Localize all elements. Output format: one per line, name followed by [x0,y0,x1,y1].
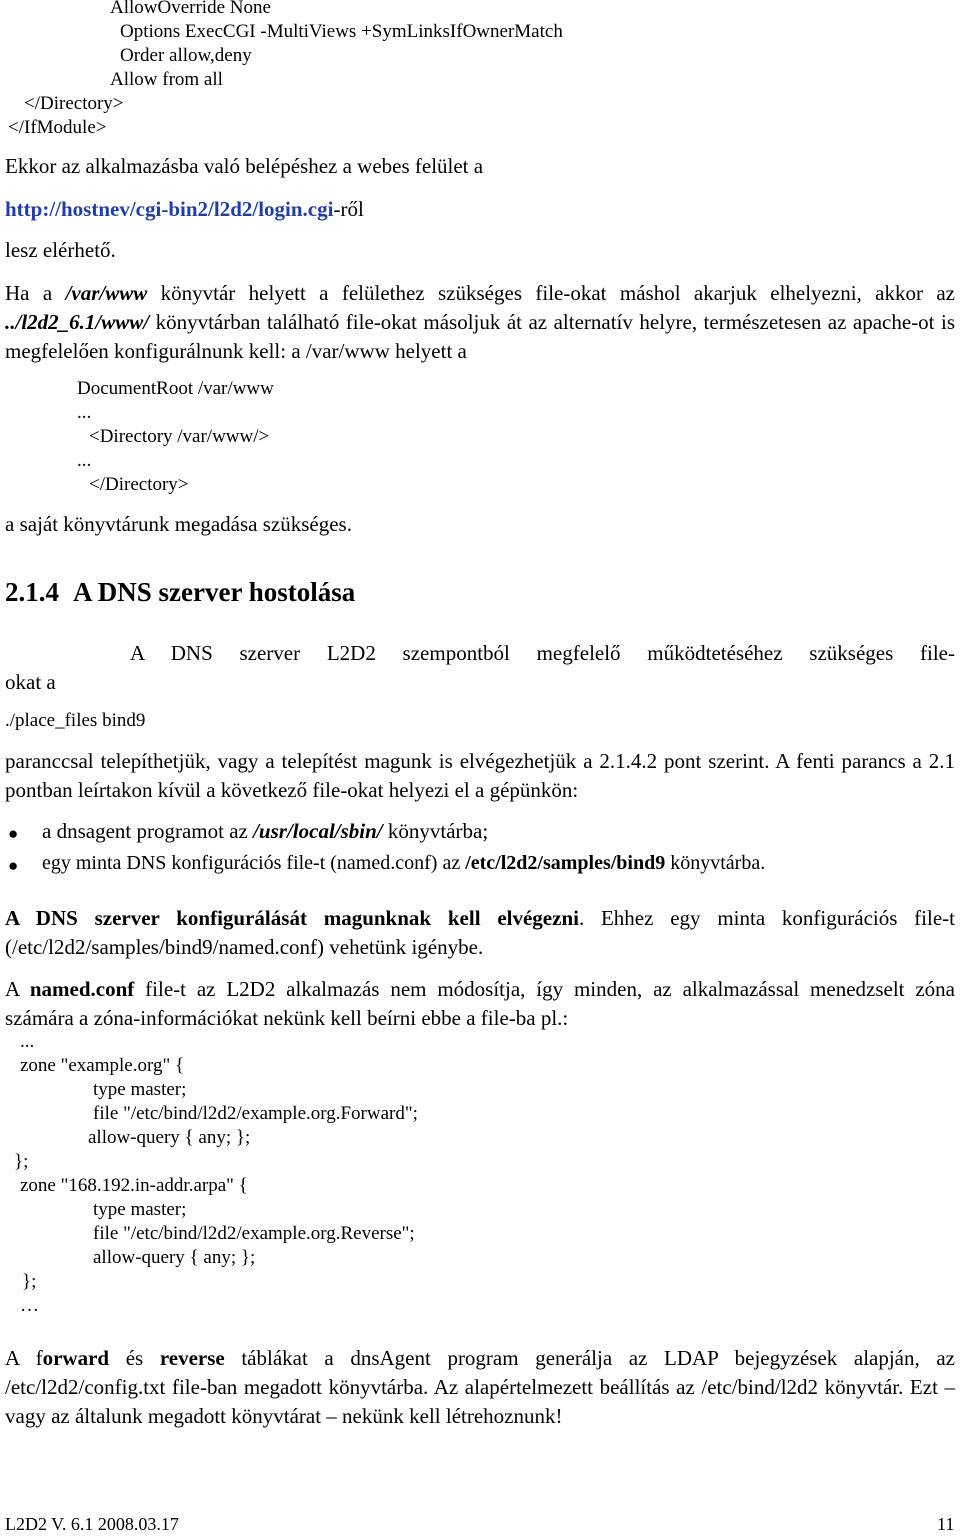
bullet-icon: ● [8,856,19,875]
bold-run: A DNS szerver konfigurálását magunknak kell elvégezni [5,906,579,930]
path-var-www: /var/www [65,281,148,305]
text-run: A f [5,1346,43,1370]
paragraph-text [5,904,955,962]
paragraph-text: A DNS szerver L2D2 szempontból megfelelő működtetéséhez szükséges file- [130,641,955,665]
bold-run: reverse [159,1346,225,1370]
code-line: Options ExecCGI -MultiViews +SymLinksIfOwnerMatch [120,21,563,42]
text-run: és [109,1346,160,1370]
page-number: 11 [937,1514,955,1534]
path-samples-bind9: /etc/l2d2/samples/bind9 [465,852,666,874]
text-run: A [5,977,30,1001]
text-run: könyvtár helyett a felülethez szükséges file-okat máshol akarjuk elhelyezni, akkor az [147,281,955,305]
text-run: könyvtárba. [665,852,766,874]
code-line: ... [20,1031,35,1052]
bold-run: named.conf [29,977,135,1001]
text-run: file-t az L2D2 alkalmazás nem módosítja, így minden, az alkalmazással menedzselt zóna számára a zóna-információkat nekünk kell beírni ebbe a file-ba pl.: [5,977,955,1030]
code-line: </IfModule> [8,117,107,138]
code-line: </Directory> [89,474,189,495]
code-line: zone "example.org" { [20,1055,185,1076]
login-url-line [5,197,364,222]
code-line: AllowOverride None [110,0,271,18]
code-line: file "/etc/bind/l2d2/example.org.Forward"; [93,1103,418,1124]
text-run: a dnsagent programot az [42,819,254,843]
code-line: </Directory> [24,93,124,114]
text-run: könyvtárba; [382,819,489,843]
code-line: }; [14,1151,29,1172]
code-line: zone "168.192.in-addr.arpa" { [20,1175,248,1196]
paragraph-text: a saját könyvtárunk megadása szükséges. [5,512,352,536]
code-line: allow-query { any; }; [88,1127,251,1148]
code-line: ... [77,450,92,471]
paragraph-text: okat a [5,670,56,694]
text-run: . Ehhez egy minta konfigurációs file-t (/etc/l2d2/samples/bind9/named.conf) vehetünk igénybe. [5,906,955,959]
section-heading [5,577,355,608]
text-run: Ha a [5,281,66,305]
code-line: type master; [93,1199,187,1220]
paragraph-text: paranccsal telepíthetjük, vagy a telepítést magunk is elvégezhetjük a 2.1.4.2 pont szerint. A fenti parancs a 2.1 pontban leírtakon kívül a következő file-okat helyezi el a gépünkön: [5,749,955,802]
code-line: }; [22,1271,37,1292]
bold-run: orward [42,1346,110,1370]
link-suffix: -ről [333,197,364,221]
section-title: A DNS szerver hostolása [73,577,356,607]
paragraph-text [5,1344,955,1431]
paragraph-text [5,975,955,1033]
code-line: DocumentRoot /var/www [77,378,274,399]
code-line: … [20,1295,39,1316]
code-line: Allow from all [110,69,223,90]
code-line: file "/etc/bind/l2d2/example.org.Reverse"; [93,1223,415,1244]
code-line: Order allow,deny [120,45,252,66]
bullet-icon: ● [8,824,19,843]
bullet-item [42,852,765,875]
text-run: egy minta DNS konfigurációs file-t (named.conf) az [42,852,466,874]
path-usr-local-sbin: /usr/local/sbin/ [253,819,383,843]
bullet-item [42,819,488,844]
text-run: könyvtárban található file-okat másoljuk át az alternatív helyre, természetesen az apache-ot is megfelelően konfigurálnunk kell: a /var/www helyett a [5,310,955,363]
code-line: type master; [93,1079,187,1100]
footer-version-date: L2D2 V. 6.1 2008.03.17 [5,1514,179,1534]
section-number: 2.1.4 [5,577,59,607]
login-link[interactable]: http://hostnev/cgi-bin2/l2d2/login.cgi [5,197,334,221]
paragraph-text: lesz elérhető. [5,238,116,262]
paragraph-alt-location [5,279,955,366]
code-line: ... [77,402,92,423]
command-text: ./place_files bind9 [5,710,146,731]
paragraph-text: Ekkor az alkalmazásba való belépéshez a webes felület a [5,154,484,178]
text-run: táblákat a dnsAgent program generálja az LDAP bejegyzések alapján, az /etc/l2d2/config.txt file-ban megadott könyvtárba. Az alapértelmezett beállítás az /etc/bind/l2d2 könyvtár. Ezt – vagy az általunk megadott könyvtárat – nekünk kell létrehoznunk! [5,1346,956,1428]
code-line: allow-query { any; }; [93,1247,256,1268]
code-line: <Directory /var/www/> [89,426,270,447]
path-l2d2-www: ../l2d2_6.1/www/ [5,310,150,334]
